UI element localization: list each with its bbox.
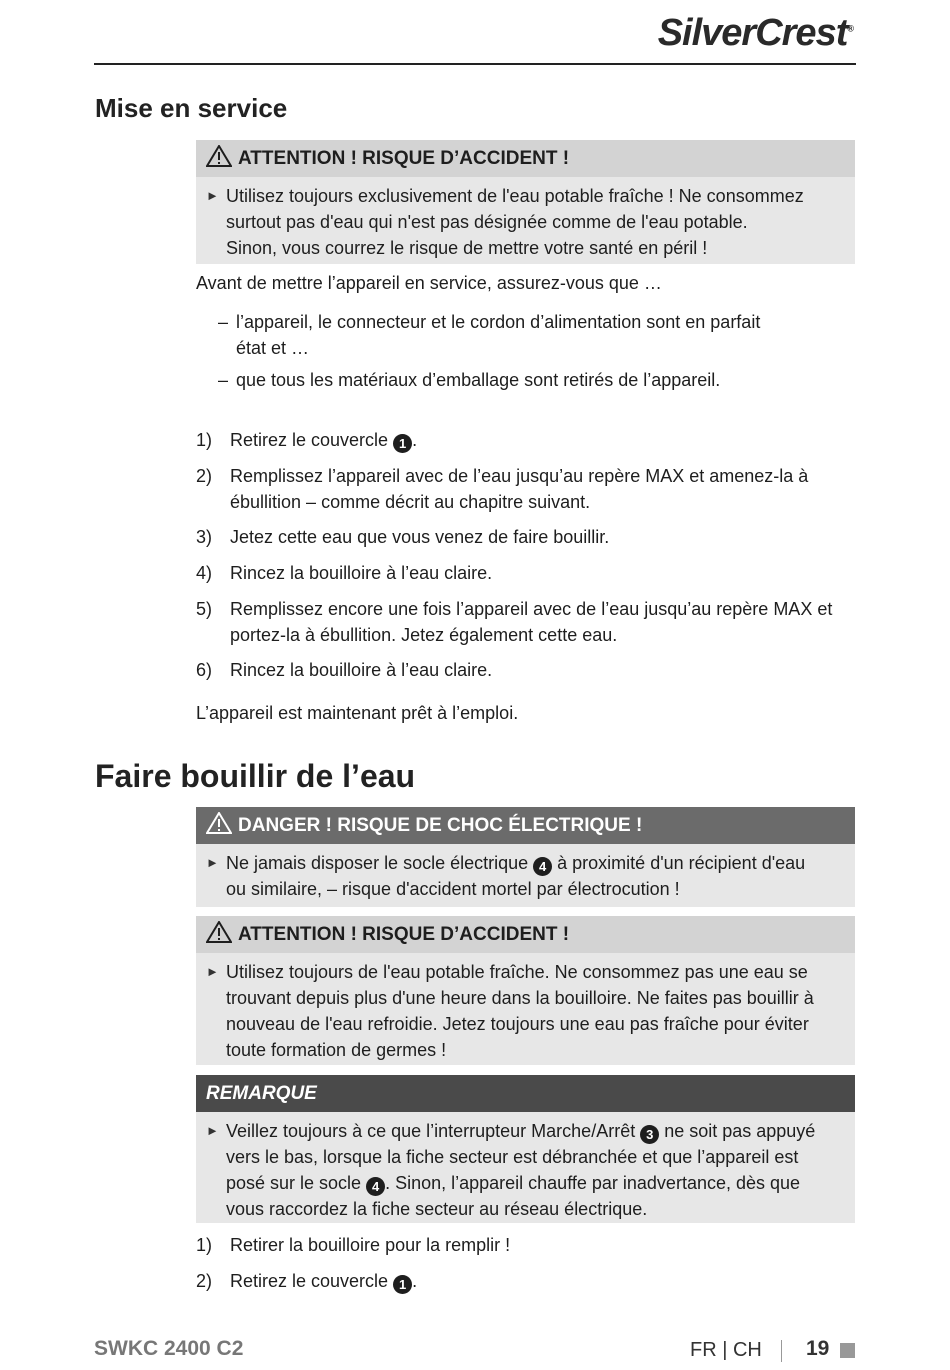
remark-box (196, 1075, 855, 1223)
step-item: 5) Remplissez encore une fois l’appareil avec de l’eau jusqu’au repère MAX et portez-la à ébullition. Jetez également cette eau. (196, 599, 833, 645)
warning-box (196, 140, 855, 264)
arrow-bullet-icon: ► (206, 964, 219, 979)
step-item: 1) Retirer la bouilloire pour la remplir ! (196, 1235, 511, 1255)
warning-text: ► Utilisez toujours exclusivement de l'eau potable fraîche ! Ne consommez surtout pas d'eau qui n'est pas désignée comme de l'eau potable. Sinon, vous courrez le risque de mettre votre santé en péril ! (206, 183, 843, 261)
header-rule (94, 63, 856, 65)
check-item: – que tous les matériaux d’emballage sont retirés de l’appareil. (218, 370, 721, 390)
intro-text: Avant de mettre l’appareil en service, assurez-vous que … (196, 273, 662, 293)
footer-language: FR | CH (690, 1339, 762, 1361)
section-title-mise-en-service: Mise en service (95, 93, 288, 123)
check-item: – l’appareil, le connecteur et le cordon d’alimentation sont en parfait état et … (218, 312, 761, 358)
ref-number-3: 3 (640, 1125, 659, 1144)
ready-text: L’appareil est maintenant prêt à l’emploi. (196, 703, 519, 723)
ref-number-4: 4 (366, 1177, 385, 1196)
danger-box (196, 807, 855, 907)
page-marker-icon (840, 1343, 855, 1358)
step-item: 2) Remplissez l’appareil avec de l’eau jusqu’au repère MAX et amenez-la à ébullition – comme décrit au chapitre suivant. (196, 466, 809, 512)
step-item: 4) Rincez la bouilloire à l’eau claire. (196, 563, 493, 583)
step-item: 6) Rincez la bouilloire à l’eau claire. (196, 660, 493, 680)
remark-text: ► Veillez toujours à ce que l’interrupteur Marche/Arrêt 3 ne soit pas appuyé vers le bas, lorsque la fiche secteur est débranchée et que l’appareil est posé sur le socle 4 . Sinon, l’appareil chauffe par inadvertance, dès que vous raccordez la fiche secteur au réseau électrique. (206, 1118, 843, 1222)
arrow-bullet-icon: ► (206, 188, 219, 203)
ref-number-1: 1 (393, 434, 412, 453)
danger-heading: DANGER ! RISQUE DE CHOC ÉLECTRIQUE ! (196, 807, 855, 844)
section-title-faire-bouillir: Faire bouillir de l’eau (95, 758, 416, 794)
warning-text: ► Utilisez toujours de l'eau potable fraîche. Ne consommez pas une eau se trouvant depuis plus d'une heure dans la bouilloire. Ne faites pas bouillir à nouveau de l'eau refroidie. Jetez toujours une eau pas fraîche pour éviter toute formation de germes ! (206, 959, 843, 1063)
ref-number-4: 4 (533, 857, 552, 876)
warning-triangle-icon (206, 145, 232, 167)
arrow-bullet-icon: ► (206, 855, 219, 870)
arrow-bullet-icon: ► (206, 1123, 219, 1138)
page-number: 19 (806, 1337, 830, 1360)
warning-heading: ATTENTION ! RISQUE D’ACCIDENT ! (196, 916, 855, 953)
danger-text: ► Ne jamais disposer le socle électrique 4 à proximité d'un récipient d'eau ou similaire, – risque d'accident mortel par électrocution ! (206, 850, 843, 902)
brand-logo: SilverCrest® (657, 12, 854, 54)
warning-heading: ATTENTION ! RISQUE D’ACCIDENT ! (196, 140, 855, 177)
warning-triangle-icon (206, 812, 232, 834)
remark-heading: REMARQUE (196, 1075, 855, 1112)
warning-triangle-icon (206, 921, 232, 943)
step-item: 2) Retirez le couvercle 1 . (196, 1271, 418, 1292)
footer-model: SWKC 2400 C2 (94, 1337, 244, 1360)
warning-box (196, 916, 855, 1065)
ref-number-1: 1 (393, 1275, 412, 1294)
footer-divider (781, 1340, 782, 1362)
step-item: 1) Retirez le couvercle 1 . (196, 430, 418, 451)
step-item: 3) Jetez cette eau que vous venez de faire bouillir. (196, 527, 610, 547)
